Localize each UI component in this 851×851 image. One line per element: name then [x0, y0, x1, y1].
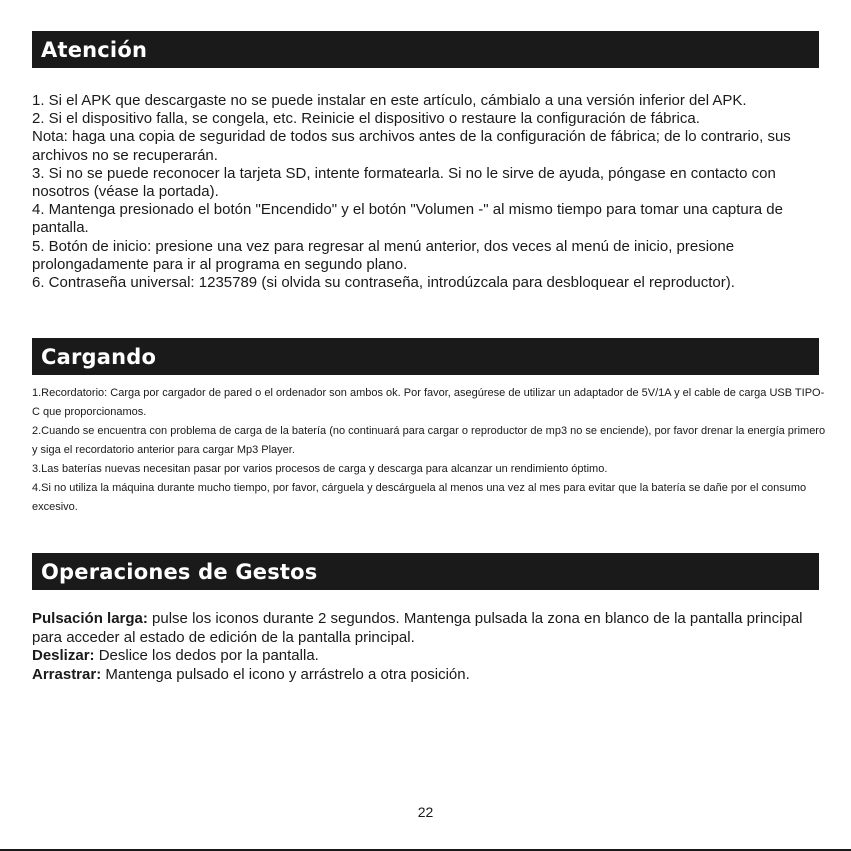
gesture-drag: [32, 666, 826, 685]
cargando-item-3: 3.Las baterías nuevas necesitan pasar por varios procesos de carga y descarga para alcanzar un rendimiento óptimo.: [32, 463, 608, 475]
atencion-item-1: 1. Si el APK que descargaste no se puede instalar en este artículo, cámbialo a una versión inferior del APK.: [32, 92, 747, 109]
cargando-item-4: 4.Si no utiliza la máquina durante mucho tiempo, por favor, cárguela y descárguela al menos una vez al mes para evitar que la batería se dañe por el consumo excesivo.: [32, 482, 807, 513]
cargando-item-2: 2.Cuando se encuentra con problema de carga de la batería (no continuará para cargar o reproductor de mp3 no se enciende), por favor drenar la energía primero y siga el recordatorio anterior para cargar Mp3 Player.: [32, 425, 826, 456]
gesture-swipe-term: Deslizar:: [32, 647, 95, 664]
atencion-item-2: 2. Si el dispositivo falla, se congela, etc. Reinicie el dispositivo o restaure la configuración de fábrica.: [32, 110, 700, 128]
gesture-swipe-text: Deslice los dedos por la pantalla.: [94, 647, 319, 664]
gesture-drag-text: Mantenga pulsado el icono y arrástrelo a otra posición.: [101, 665, 470, 683]
section-header-atencion: [32, 31, 819, 68]
section-title-atencion: Atención: [41, 37, 148, 62]
atencion-list: [32, 92, 826, 292]
atencion-item-6: 6. Contraseña universal: 1235789 (si olvida su contraseña, introdúzcala para desbloquear el reproductor).: [32, 274, 735, 292]
atencion-note: Nota: haga una copia de seguridad de todos sus archivos antes de la configuración de fábrica; de lo contrario, sus archivos no se recuperarán.: [32, 128, 791, 164]
page-number: 22: [417, 804, 434, 820]
section-title-cargando: Cargando: [41, 344, 157, 369]
section-header-cargando: [32, 338, 819, 375]
gestos-list: [32, 610, 826, 684]
gesture-long-press: [32, 610, 826, 647]
atencion-item-5: 5. Botón de inicio: presione una vez para regresar al menú anterior, dos veces al menú de inicio, presione prolongadamente para ir al programa en segundo plano.: [32, 237, 735, 273]
gesture-swipe: [32, 647, 826, 666]
gesture-drag-term: Arrastrar:: [32, 665, 102, 683]
cargando-list: [32, 384, 826, 517]
cargando-item-1: 1.Recordatorio: Carga por cargador de pared o el ordenador son ambos ok. Por favor, asegúrese de utilizar un adaptador de 5V/1A y el cable de carga USB TIPO-C que proporcionamos.: [32, 387, 825, 418]
atencion-item-4: 4. Mantenga presionado el botón "Encendido" y el botón "Volumen -" al mismo tiempo para tomar una captura de pantalla.: [32, 201, 783, 237]
atencion-item-3: 3. Si no se puede reconocer la tarjeta SD, intente formatearla. Si no le sirve de ayuda, póngase en contacto con nosotros (véase la portada).: [32, 164, 776, 201]
gesture-long-press-term: Pulsación larga:: [32, 610, 148, 627]
section-header-gestos: [32, 553, 819, 590]
gesture-long-press-text: pulse los iconos durante 2 segundos. Mantenga pulsada la zona en blanco de la pantalla principal para acceder al estado de edición de la pantalla principal.: [32, 610, 803, 646]
section-title-gestos: Operaciones de Gestos: [41, 559, 318, 584]
